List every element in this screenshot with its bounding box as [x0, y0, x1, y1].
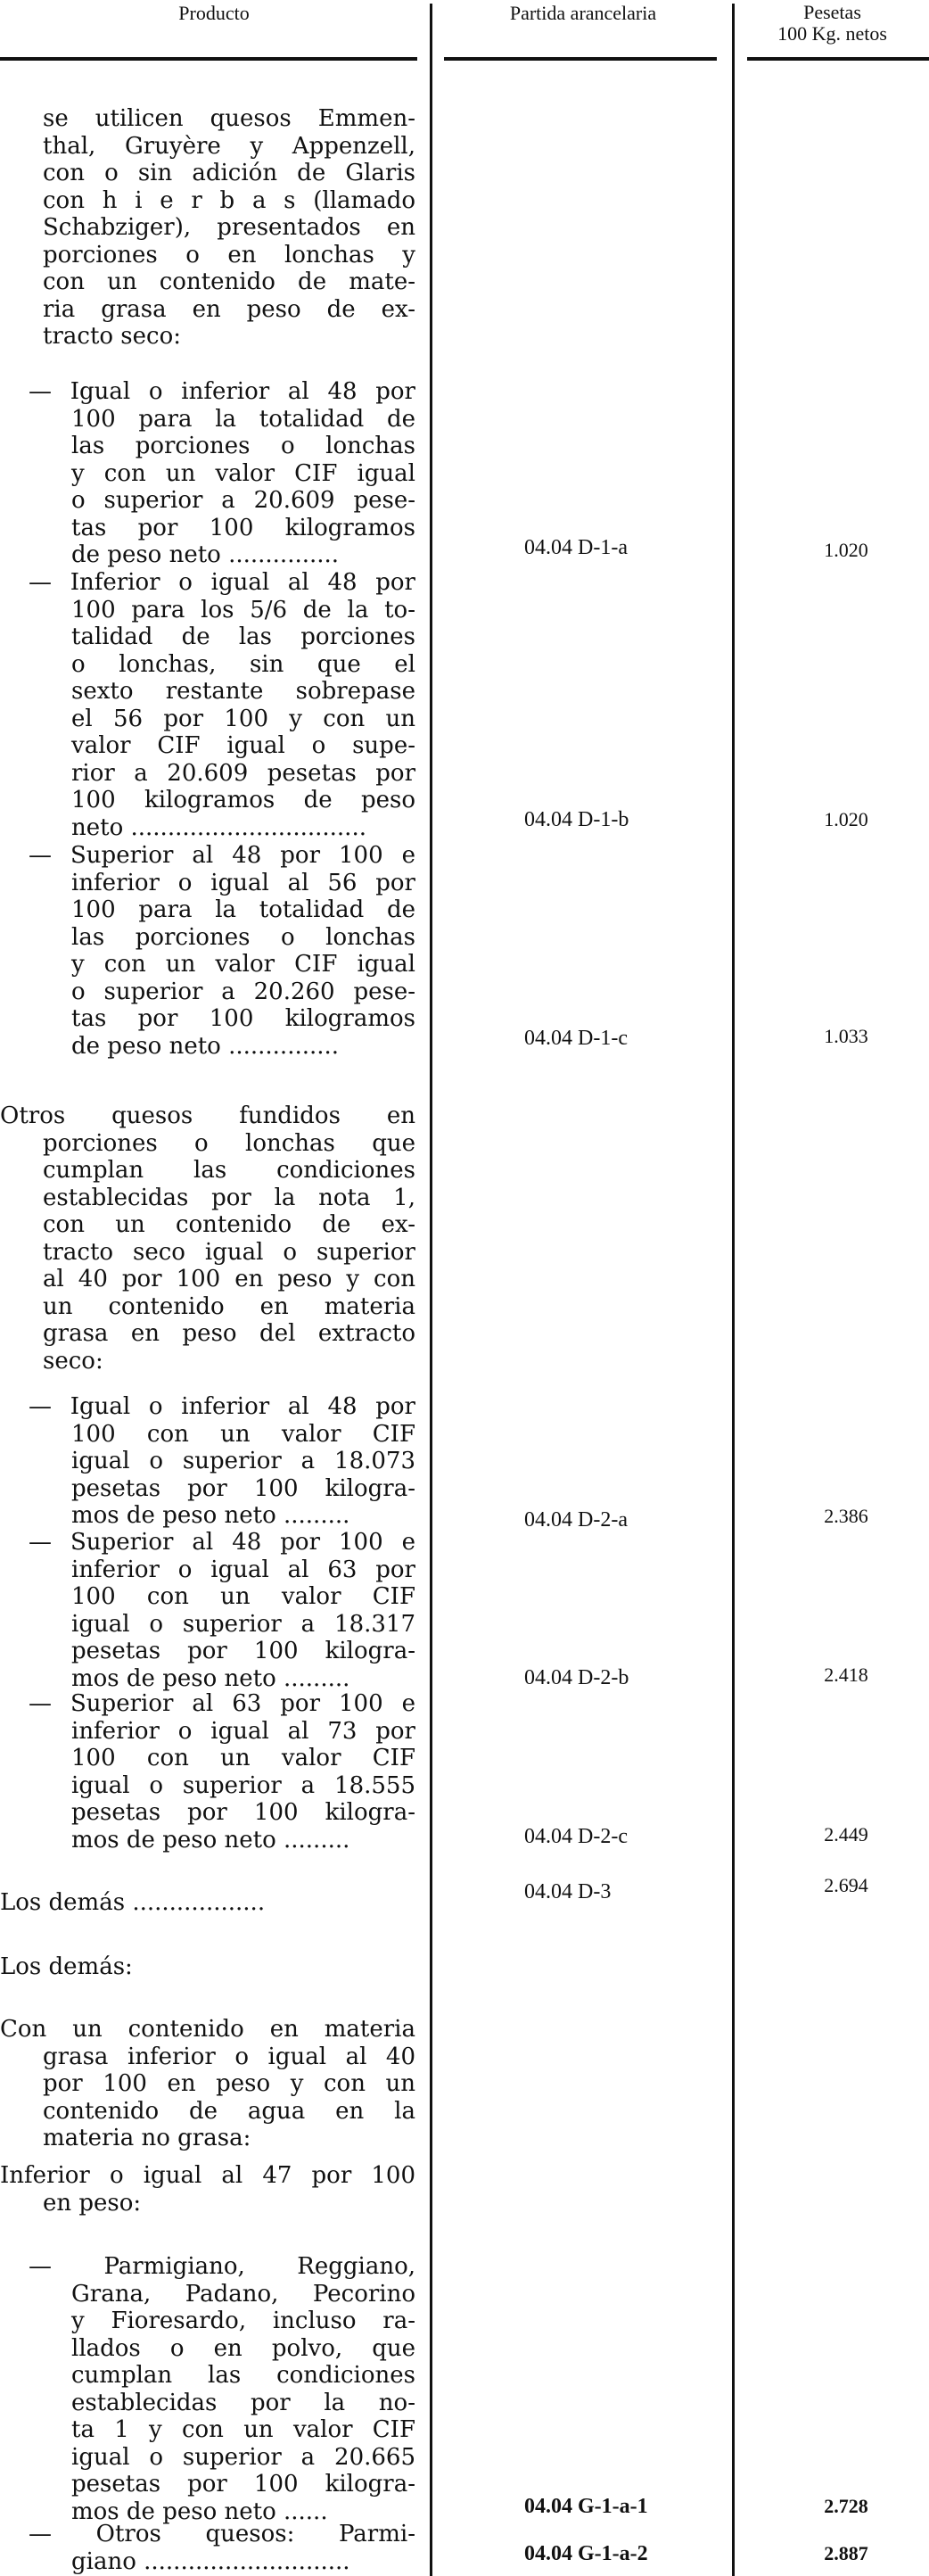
text-line: Inferior o igual al 47 por 100: [0, 2162, 415, 2189]
text-line: mos de peso neto .........: [71, 1502, 350, 1529]
text-line: pesetas por 100 kilogra-: [71, 1638, 415, 1664]
pesetas-value: 2.386: [824, 1505, 868, 1527]
text-line: tracto seco igual o superior: [43, 1238, 415, 1266]
header-pesetas-line2: 100 Kg. netos: [777, 22, 887, 45]
pesetas-value: 1.020: [824, 539, 868, 561]
text-line: 100 con un valor CIF: [71, 1420, 415, 1448]
text-line: — Superior al 48 por 100 e: [29, 842, 415, 869]
text-line: neto ................................: [71, 813, 366, 841]
pesetas-value: 2.694: [824, 1874, 868, 1896]
text-line: contenido de agua en la: [43, 2097, 415, 2125]
text-line: materia no grasa:: [43, 2125, 251, 2151]
product-description-d2: [0, 1102, 415, 1375]
product-description-d2b: [29, 1529, 415, 1692]
product-description-d3: [0, 1889, 415, 1917]
text-line: igual o superior a 18.317: [71, 1610, 415, 1638]
text-line: seco:: [43, 1347, 103, 1375]
product-description-g: [0, 1953, 415, 1981]
text-line: talidad de las porciones: [71, 623, 415, 650]
text-line: las porciones o lonchas: [71, 433, 415, 459]
text-line: Otros quesos fundidos en: [0, 1102, 415, 1129]
product-description-d2a: [29, 1393, 415, 1530]
text-line: igual o superior a 18.555: [71, 1771, 415, 1799]
tariff-code: 04.04 G-1-a-1: [524, 2495, 648, 2518]
text-line: con un contenido de ex-: [43, 1211, 415, 1238]
tariff-code: 04.04 D-2-a: [524, 1508, 628, 1532]
text-line: con h i e r b a s (llamado: [43, 186, 415, 214]
text-line: 100 para la totalidad de: [71, 405, 415, 433]
pesetas-value: 2.887: [824, 2542, 868, 2564]
header-pesetas-line1: Pesetas: [803, 1, 861, 23]
text-line: mos de peso neto .........: [71, 1664, 350, 1692]
text-line: porciones o lonchas que: [43, 1129, 415, 1157]
tariff-code: 04.04 D-1-c: [524, 1027, 628, 1050]
text-line: de peso neto ...............: [71, 1032, 340, 1060]
pesetas-value: 2.728: [824, 2495, 868, 2517]
text-line: o lonchas, sin que el: [71, 650, 415, 678]
text-line: — Superior al 48 por 100 e: [29, 1529, 415, 1556]
text-line: ta 1 y con un valor CIF: [71, 2416, 415, 2443]
text-line: pesetas por 100 kilogra-: [71, 1474, 415, 1502]
header-rule-pesetas: [747, 57, 929, 61]
text-line: tas por 100 kilogramos: [71, 514, 415, 541]
text-line: — Superior al 63 por 100 e: [29, 1690, 415, 1717]
text-line: valor CIF igual o supe-: [71, 732, 415, 759]
text-line: inferior o igual al 73 por: [71, 1717, 415, 1745]
product-description-g1a: [0, 2162, 415, 2217]
tariff-code: 04.04 D-2-b: [524, 1666, 629, 1689]
text-line: y con un valor CIF igual: [71, 951, 415, 978]
text-line: un contenido en materia: [43, 1292, 415, 1320]
text-line: se utilicen quesos Emmen-: [43, 105, 415, 132]
text-line: pesetas por 100 kilogra-: [71, 1799, 415, 1826]
product-description-g1: [0, 2016, 415, 2152]
text-line: mos de peso neto .........: [71, 1826, 350, 1854]
text-line: el 56 por 100 y con un: [71, 705, 415, 732]
text-line: por 100 en peso y con un: [43, 2070, 415, 2097]
tariff-code: 04.04 D-3: [524, 1880, 612, 1903]
tariff-code: 04.04 D-1-a: [524, 536, 628, 559]
header-rule-partida: [444, 57, 717, 61]
text-line: porciones o en lonchas y: [43, 241, 415, 268]
text-line: — Otros quesos: Parmi-: [29, 2521, 415, 2547]
product-description-d2c: [29, 1690, 415, 1854]
text-line: Schabziger), presentados en: [43, 214, 415, 241]
text-line: 100 con un valor CIF: [71, 1745, 415, 1771]
text-line: en peso:: [43, 2189, 142, 2217]
text-line: con un contenido de mate-: [43, 268, 415, 295]
pesetas-value: 1.020: [824, 808, 868, 830]
text-line: 100 para los 5/6 de la to-: [71, 596, 415, 623]
column-divider-2: [732, 4, 735, 2576]
product-description-intro: [43, 105, 415, 351]
text-line: cumplan las condiciones: [43, 1157, 415, 1184]
text-line: grasa inferior o igual al 40: [43, 2043, 415, 2070]
column-divider-1: [430, 4, 432, 2576]
header-rule-producto: [0, 57, 417, 61]
text-line: inferior o igual al 56 por: [71, 869, 415, 896]
text-line: llados o en polvo, que: [71, 2334, 415, 2362]
text-line: 100 kilogramos de peso: [71, 787, 415, 813]
header-partida-arancelaria: Partida arancelaria: [509, 2, 657, 24]
text-line: y con un valor CIF igual: [71, 459, 415, 487]
text-line: rior a 20.609 pesetas por: [71, 759, 415, 787]
header-pesetas: [736, 2, 929, 45]
text-line: — Igual o inferior al 48 por: [29, 1393, 415, 1420]
text-line: 100 con un valor CIF: [71, 1583, 415, 1610]
text-line: con o sin adición de Glaris: [43, 160, 415, 186]
text-line: establecidas por la no-: [71, 2389, 415, 2416]
text-line: ria grasa en peso de ex-: [43, 295, 415, 323]
product-description-d1b: [29, 569, 415, 841]
text-line: cumplan las condiciones: [71, 2362, 415, 2389]
product-description-d1a: [29, 378, 415, 569]
tariff-code: 04.04 G-1-a-2: [524, 2542, 648, 2565]
text-line: 100 para la totalidad de: [71, 896, 415, 923]
text-line: Grana, Padano, Pecorino: [71, 2280, 415, 2308]
text-line: las porciones o lonchas: [71, 923, 415, 951]
text-line: al 40 por 100 en peso y con: [43, 1266, 415, 1292]
product-description-d1c: [29, 842, 415, 1060]
product-description-g1a2: [29, 2521, 415, 2575]
tariff-code: 04.04 D-2-c: [524, 1825, 628, 1848]
text-line: Con un contenido en materia: [0, 2016, 415, 2043]
text-line: Los demás:: [0, 1953, 133, 1980]
text-line: — Inferior o igual al 48 por: [29, 569, 415, 596]
text-line: igual o superior a 18.073: [71, 1448, 415, 1474]
text-line: grasa en peso del extracto: [43, 1320, 415, 1347]
tariff-code: 04.04 D-1-b: [524, 808, 629, 831]
text-line: — Igual o inferior al 48 por: [29, 378, 415, 405]
text-line: o superior a 20.260 pese-: [71, 978, 415, 1005]
text-line: igual o superior a 20.665: [71, 2443, 415, 2471]
text-line: tas por 100 kilogramos: [71, 1005, 415, 1032]
header-producto: Producto: [178, 2, 250, 24]
text-line: pesetas por 100 kilogra-: [71, 2471, 415, 2498]
pesetas-value: 1.033: [824, 1025, 868, 1047]
pesetas-value: 2.418: [824, 1664, 868, 1686]
text-line: sexto restante sobrepase: [71, 678, 415, 705]
text-line: Los demás ..................: [0, 1889, 266, 1916]
text-line: giano ............................: [71, 2547, 350, 2575]
pesetas-value: 2.449: [824, 1823, 868, 1845]
text-line: establecidas por la nota 1,: [43, 1184, 415, 1211]
text-line: y Fioresardo, incluso ra-: [71, 2308, 415, 2334]
text-line: — Parmigiano, Reggiano,: [29, 2253, 415, 2280]
text-line: thal, Gruyère y Appenzell,: [43, 132, 415, 160]
text-line: inferior o igual al 63 por: [71, 1556, 415, 1583]
text-line: o superior a 20.609 pese-: [71, 487, 415, 514]
text-line: tracto seco:: [43, 323, 182, 350]
text-line: de peso neto ...............: [71, 541, 340, 568]
product-description-g1a1: [29, 2253, 415, 2525]
text-line: mos de peso neto ......: [71, 2498, 328, 2525]
